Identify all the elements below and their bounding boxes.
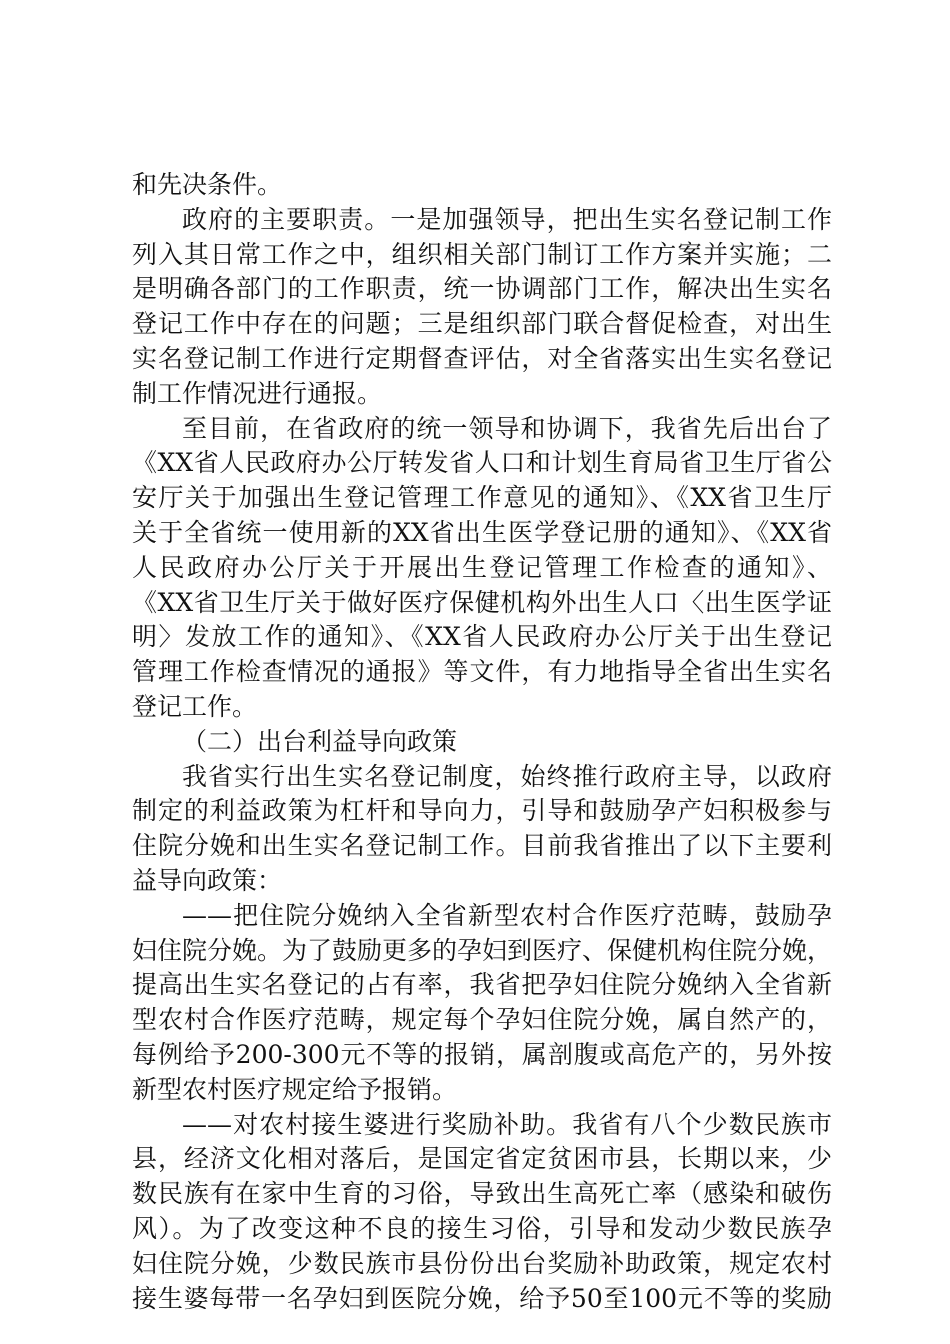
- paragraph-line: 和先决条件。: [132, 170, 283, 199]
- paragraph-line: 制工作情况进行通报。: [132, 378, 383, 408]
- paragraph-line: 制定的利益政策为杠杆和导向力，引导和鼓励孕产妇积极参与: [132, 796, 832, 826]
- paragraph-line: 《XX省人民政府办公厅转发省人口和计划生育局省卫生厅省公: [132, 448, 832, 478]
- paragraph-line: 妇住院分娩，少数民族市县份份出台奖励补助政策，规定农村: [132, 1248, 832, 1278]
- paragraph-line: 关于全省统一使用新的XX省出生医学登记册的通知》、《XX省: [132, 517, 832, 547]
- paragraph-line: 数民族有在家中生育的习俗，导致出生高死亡率（感染和破伤: [132, 1179, 832, 1209]
- paragraph-line: 人民政府办公厅关于开展出生登记管理工作检查的通知》、: [132, 552, 832, 582]
- paragraph-line: ——对农村接生婆进行奖励补助。我省有八个少数民族市: [182, 1109, 832, 1139]
- paragraph-line: 我省实行出生实名登记制度，始终推行政府主导，以政府: [182, 761, 832, 791]
- paragraph-line: 登记工作。: [132, 691, 258, 721]
- paragraph-line: 管理工作检查情况的通报》等文件，有力地指导全省出生实名: [132, 657, 832, 687]
- paragraph-line: 新型农村医疗规定给予报销。: [132, 1074, 458, 1104]
- paragraph-line: 提高出生实名登记的占有率，我省把孕妇住院分娩纳入全省新: [132, 970, 832, 1000]
- paragraph-line: 益导向政策：: [132, 865, 283, 895]
- paragraph-line: 安厅关于加强出生登记管理工作意见的通知》、《XX省卫生厅: [132, 483, 832, 513]
- paragraph-line: 县，经济文化相对落后，是国定省定贫困市县，长期以来，少: [132, 1144, 832, 1174]
- paragraph-line: 风）。为了改变这种不良的接生习俗，引导和发动少数民族孕: [132, 1213, 832, 1243]
- paragraph-line: 登记工作中存在的问题；三是组织部门联合督促检查，对出生: [132, 309, 832, 339]
- document-body: [132, 168, 832, 1316]
- paragraph-line: 住院分娩和出生实名登记制工作。目前我省推出了以下主要利: [132, 831, 832, 861]
- paragraph-line: 至目前，在省政府的统一领导和协调下，我省先后出台了: [182, 413, 832, 443]
- paragraph-line: 列入其日常工作之中，组织相关部门制订工作方案并实施；二: [132, 239, 832, 269]
- section-heading: （二）出台利益导向政策: [182, 726, 458, 756]
- paragraph-line: 每例给予200-300元不等的报销，属剖腹或高危产的，另外按: [132, 1039, 832, 1069]
- paragraph-line: 接生婆每带一名孕妇到医院分娩，给予50至100元不等的奖励: [132, 1283, 832, 1313]
- paragraph-line: 《XX省卫生厅关于做好医疗保健机构外出生人口〈出生医学证: [132, 587, 832, 617]
- paragraph-line: 实名登记制工作进行定期督查评估，对全省落实出生实名登记: [132, 343, 832, 373]
- paragraph-line: 政府的主要职责。一是加强领导，把出生实名登记制工作: [182, 204, 832, 234]
- paragraph-line: 明〉发放工作的通知》、《XX省人民政府办公厅关于出生登记: [132, 622, 832, 652]
- paragraph-line: 型农村合作医疗范畴，规定每个孕妇住院分娩，属自然产的，: [132, 1005, 832, 1035]
- paragraph-line: ——把住院分娩纳入全省新型农村合作医疗范畴，鼓励孕: [182, 900, 832, 930]
- paragraph-line: 是明确各部门的工作职责，统一协调部门工作，解决出生实名: [132, 274, 832, 304]
- paragraph-line: 妇住院分娩。为了鼓励更多的孕妇到医疗、保健机构住院分娩，: [132, 935, 832, 965]
